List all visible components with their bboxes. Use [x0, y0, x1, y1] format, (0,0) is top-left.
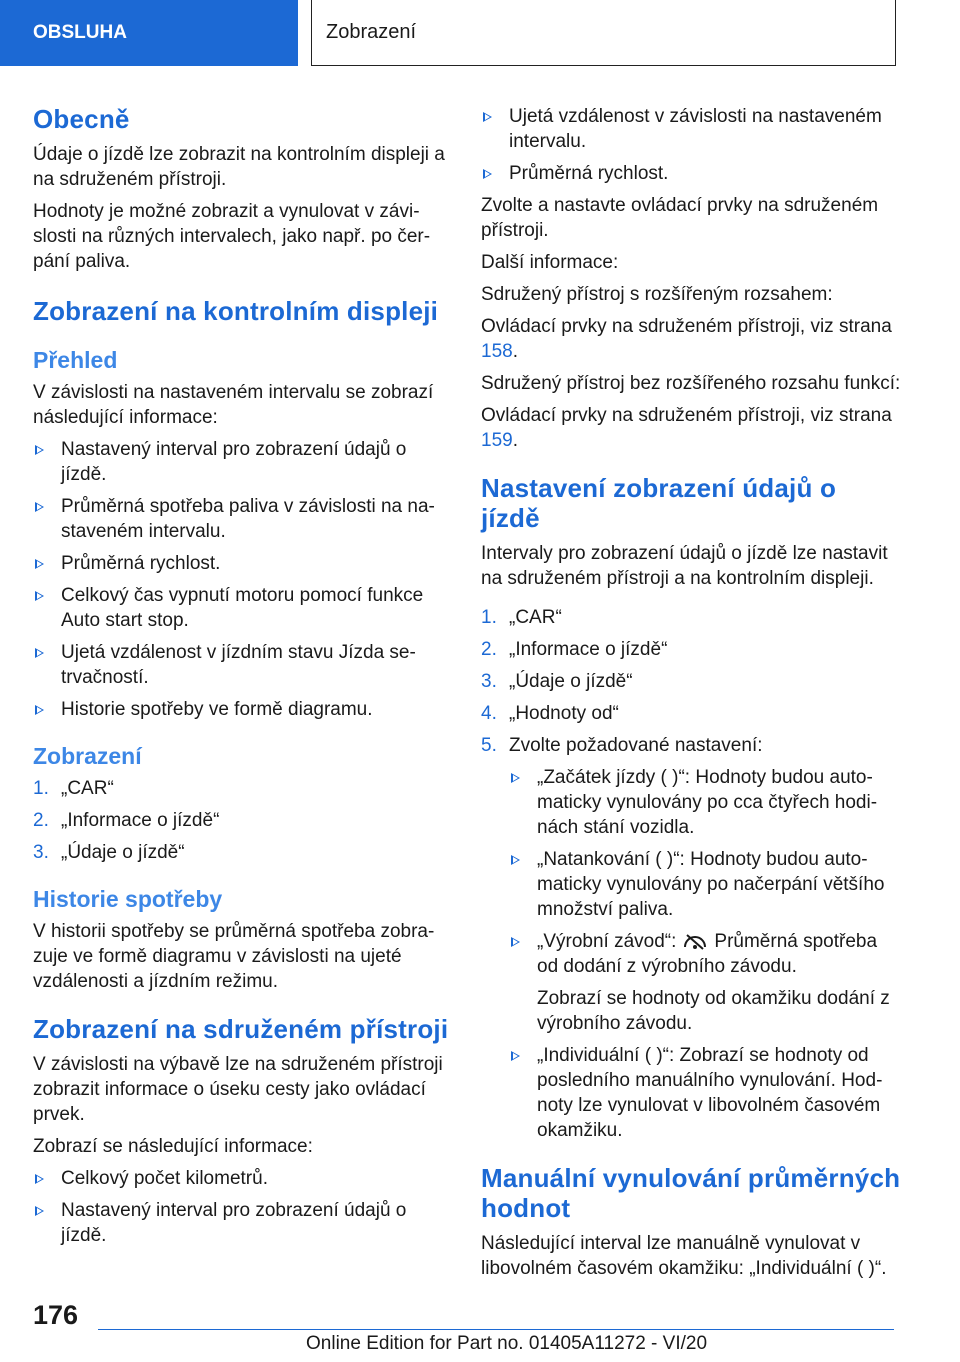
paragraph: Další informace:	[481, 252, 619, 273]
list-item: Průměrná spotřeba paliva v závislosti na nastaveném intervalu.	[33, 494, 451, 544]
paragraph: Zvolte a nastavte ovládací prvky na sdruženém přístroji.	[481, 195, 879, 241]
bullet-triangle-icon	[35, 445, 44, 455]
page-link-159[interactable]: 159	[481, 430, 513, 451]
bullet-list	[33, 1166, 451, 1248]
bullet-triangle-icon	[35, 648, 44, 658]
list-item: Celkový čas vypnutí motoru pomocí funkce Auto start stop.	[33, 583, 451, 633]
list-item: Ujetá vzdálenost v jízdním stavu Jízda setrvačností.	[33, 640, 451, 690]
bullet-list	[33, 437, 451, 722]
list-item: 3. „Údaje o jízdě“	[33, 842, 185, 863]
list-item: Průměrná rychlost.	[481, 161, 901, 186]
paragraph: Údaje o jízdě lze zobrazit na kontrolním displeji a na sdruženém přístroji.	[33, 144, 445, 190]
list-item: „Začátek jízdy ( )“: Hodnoty budou automaticky vynulovány po cca čtyřech hodinách stání vozidla.	[509, 765, 901, 840]
list-item: „Natankování ( )“: Hodnoty budou automaticky vynulovány po načerpání většího množství paliva.	[509, 847, 901, 922]
left-column	[33, 100, 451, 1255]
bullet-triangle-icon	[35, 1174, 44, 1184]
paragraph: Následující interval lze manuálně vynulovat v libovolném časovém okamžiku: „Individuální ( )“.	[481, 1233, 887, 1279]
heading-sdruzeny-pristroj: Zobrazení na sdruženém přístroji	[33, 1014, 449, 1044]
list-item: 1. „CAR“	[481, 607, 562, 628]
page-header	[0, 0, 960, 66]
steps-list	[481, 605, 901, 1143]
footer-edition: Online Edition for Part no. 01405A11272 - VI/20	[306, 1333, 708, 1354]
paragraph: V závislosti na výbavě lze na sdruženém přístroji zobrazit informace o úseku cesty jako ovládací prvek.	[33, 1054, 443, 1125]
factory-gauge-icon	[682, 932, 708, 950]
list-item: Nastavený interval pro zobrazení údajů o jízdě.	[33, 1198, 451, 1248]
paragraph: Ovládací prvky na sdruženém přístroji, viz strana 159.	[481, 405, 892, 451]
list-item: „Individuální ( )“: Zobrazí se hodnoty od posledního manuálního vynulování. Hodnoty lze vynulovat v libovolném časovém okamžiku.	[509, 1043, 901, 1143]
heading-nastaveni-zobrazeni: Nastavení zobrazení údajů o jízdě	[481, 473, 837, 533]
list-item: Průměrná rychlost.	[33, 551, 451, 576]
bullet-triangle-icon	[511, 773, 520, 783]
heading-historie-spotreby: Historie spotřeby	[33, 886, 223, 912]
paragraph: Zobrazí se hodnoty od okamžiku dodání z výrobního závodu.	[537, 988, 890, 1034]
bullet-triangle-icon	[511, 937, 520, 947]
list-item: 4. „Hodnoty od“	[481, 703, 619, 724]
right-column	[481, 104, 901, 1288]
list-item: „Výrobní závod“: Průměrná spotřeba od dodání z výrobního závodu. Zobrazí se hodnoty od okamžiku dodání z výrobního závodu.	[509, 929, 901, 1036]
bullet-list	[481, 104, 901, 186]
bullet-triangle-icon	[35, 705, 44, 715]
sub-bullet-list	[509, 765, 901, 1143]
list-item: Ujetá vzdálenost v závislosti na nastaveném intervalu.	[481, 104, 901, 154]
footer-divider	[98, 1329, 894, 1330]
paragraph: Intervaly pro zobrazení údajů o jízdě lze nastavit na sdruženém přístroji a na kontrolním displeji.	[481, 543, 888, 589]
list-item: 3. „Údaje o jízdě“	[481, 671, 633, 692]
heading-manualni-vynulovani: Manuální vynulování průměrných hodnot	[481, 1163, 901, 1223]
list-item: 5. Zvolte požadované nastavení: „Začátek jízdy ( )“: Hodnoty budou automaticky vynulovány po cca čtyřech hodinách stání vozidla. „Natankování ( )“: Hodnoty budou automaticky vynulovány po načerpání většího množství paliva. „Výrobní závod“: Průměrná spotřeba od dodání z výrobního závodu. Zobrazí se hodnoty od okamžiku dodání z výrobního závodu. „Individuální ( )“: Zobrazí se hodnoty od posledního manuálního vynulování. Hodnoty lze vynulovat v libovolném časovém okamžiku.	[481, 733, 901, 1143]
list-item: 2. „Informace o jízdě“	[33, 810, 220, 831]
bullet-triangle-icon	[483, 169, 492, 179]
paragraph: Sdružený přístroj s rozšířeným rozsahem:	[481, 284, 833, 305]
paragraph: Sdružený přístroj bez rozšířeného rozsahu funkcí:	[481, 373, 901, 394]
steps-list	[33, 776, 451, 865]
list-item: Historie spotřeby ve formě diagramu.	[33, 697, 451, 722]
page-number: 176	[33, 1300, 79, 1330]
list-item: Celkový počet kilometrů.	[33, 1166, 451, 1191]
heading-kontrolni-displej: Zobrazení na kontrolním displeji	[33, 296, 439, 326]
bullet-triangle-icon	[511, 855, 520, 865]
bullet-triangle-icon	[35, 591, 44, 601]
page-link-158[interactable]: 158	[481, 341, 513, 362]
bullet-triangle-icon	[35, 1206, 44, 1216]
list-item: 2. „Informace o jízdě“	[481, 639, 668, 660]
paragraph: Ovládací prvky na sdruženém přístroji, viz strana 158.	[481, 316, 892, 362]
list-item: Nastavený interval pro zobrazení údajů o jízdě.	[33, 437, 451, 487]
section-tab: OBSLUHA	[0, 0, 298, 66]
chapter-title: Zobrazení	[311, 0, 896, 66]
bullet-triangle-icon	[483, 112, 492, 122]
heading-obecne: Obecně	[33, 104, 130, 134]
bullet-triangle-icon	[35, 559, 44, 569]
paragraph: V závislosti na nastaveném intervalu se zobrazí následující informace:	[33, 382, 434, 428]
list-item: 1. „CAR“	[33, 778, 114, 799]
bullet-triangle-icon	[35, 502, 44, 512]
paragraph: Zobrazí se následující informace:	[33, 1136, 313, 1157]
heading-zobrazeni: Zobrazení	[33, 743, 142, 769]
paragraph: V historii spotřeby se průměrná spotřeba zobrazuje ve formě diagramu v závislosti na ujeté vzdálenosti a jízdním režimu.	[33, 921, 435, 992]
bullet-triangle-icon	[511, 1051, 520, 1061]
heading-prehled: Přehled	[33, 347, 118, 373]
paragraph: Hodnoty je možné zobrazit a vynulovat v závislosti na různých intervalech, jako např. po čerpání paliva.	[33, 201, 431, 272]
